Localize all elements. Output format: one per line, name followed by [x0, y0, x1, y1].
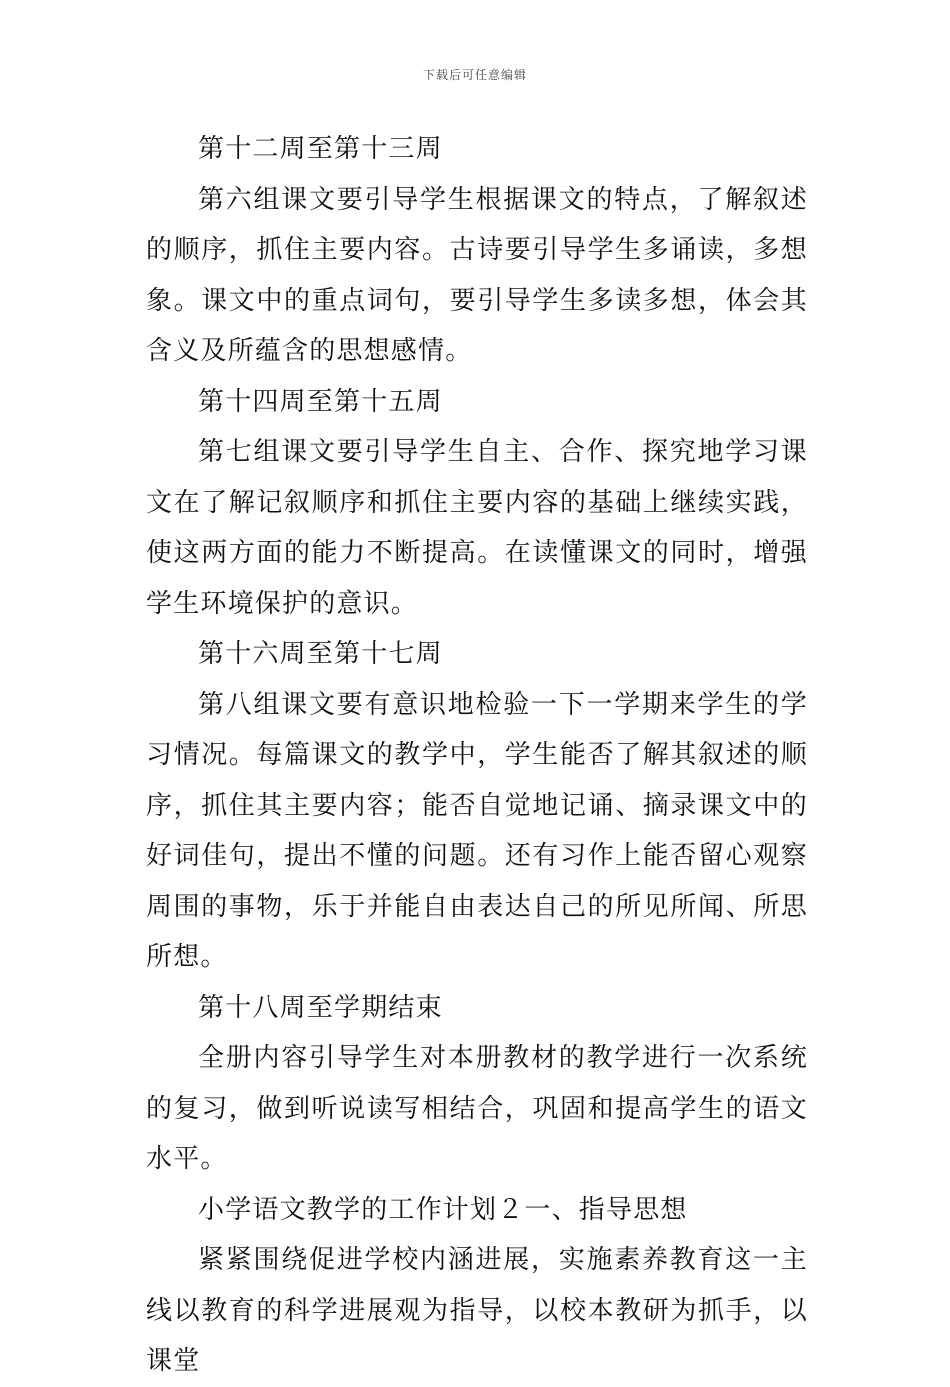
section-heading-week-12-13: 第十二周至第十三周: [198, 134, 443, 164]
paragraph-group-7: 第七组课文要引导学生自主、合作、探究地学习课文在了解记叙顺序和抓住主要内容的基础上继续实践，使这两方面的能力不断提高。在读懂课文的同时，增强学生环境保护的意识。: [146, 437, 808, 619]
paragraph-group-8: 第八组课文要有意识地检验一下一学期来学生的学习情况。每篇课文的教学中，学生能否了解其叙述的顺序，抓住其主要内容；能否自觉地记诵、摘录课文中的好词佳句，提出不懂的问题。还有习作上能否留心观察周围的事物，乐于并能自由表达自己的所见所闻、所思所想。: [146, 689, 808, 972]
section-heading-week-18-end: 第十八周至学期结束: [198, 992, 443, 1023]
paragraph-guiding-thought: 紧紧围绕促进学校内涵进展，实施素养教育这一主线以教育的科学进展观为指导，以校本教研为抓手，以课堂: [146, 1245, 808, 1376]
page-header-note: 下载后可任意编辑: [422, 68, 527, 82]
section-heading-plan-2: 小学语文教学的工作计划２一、指导思想: [198, 1194, 688, 1225]
document-body: [146, 124, 808, 1387]
section-heading-week-14-15: 第十四周至第十五周: [198, 386, 443, 417]
paragraph-group-6: 第六组课文要引导学生根据课文的特点，了解叙述的顺序，抓住主要内容。古诗要引导学生多诵读，多想象。课文中的重点词句，要引导学生多读多想，体会其含义及所蕴含的思想感情。: [146, 184, 808, 366]
paragraph-review: 全册内容引导学生对本册教材的教学进行一次系统的复习，做到听说读写相结合，巩固和提高学生的语文水平。: [146, 1043, 808, 1174]
section-heading-week-16-17: 第十六周至第十七周: [198, 639, 443, 669]
